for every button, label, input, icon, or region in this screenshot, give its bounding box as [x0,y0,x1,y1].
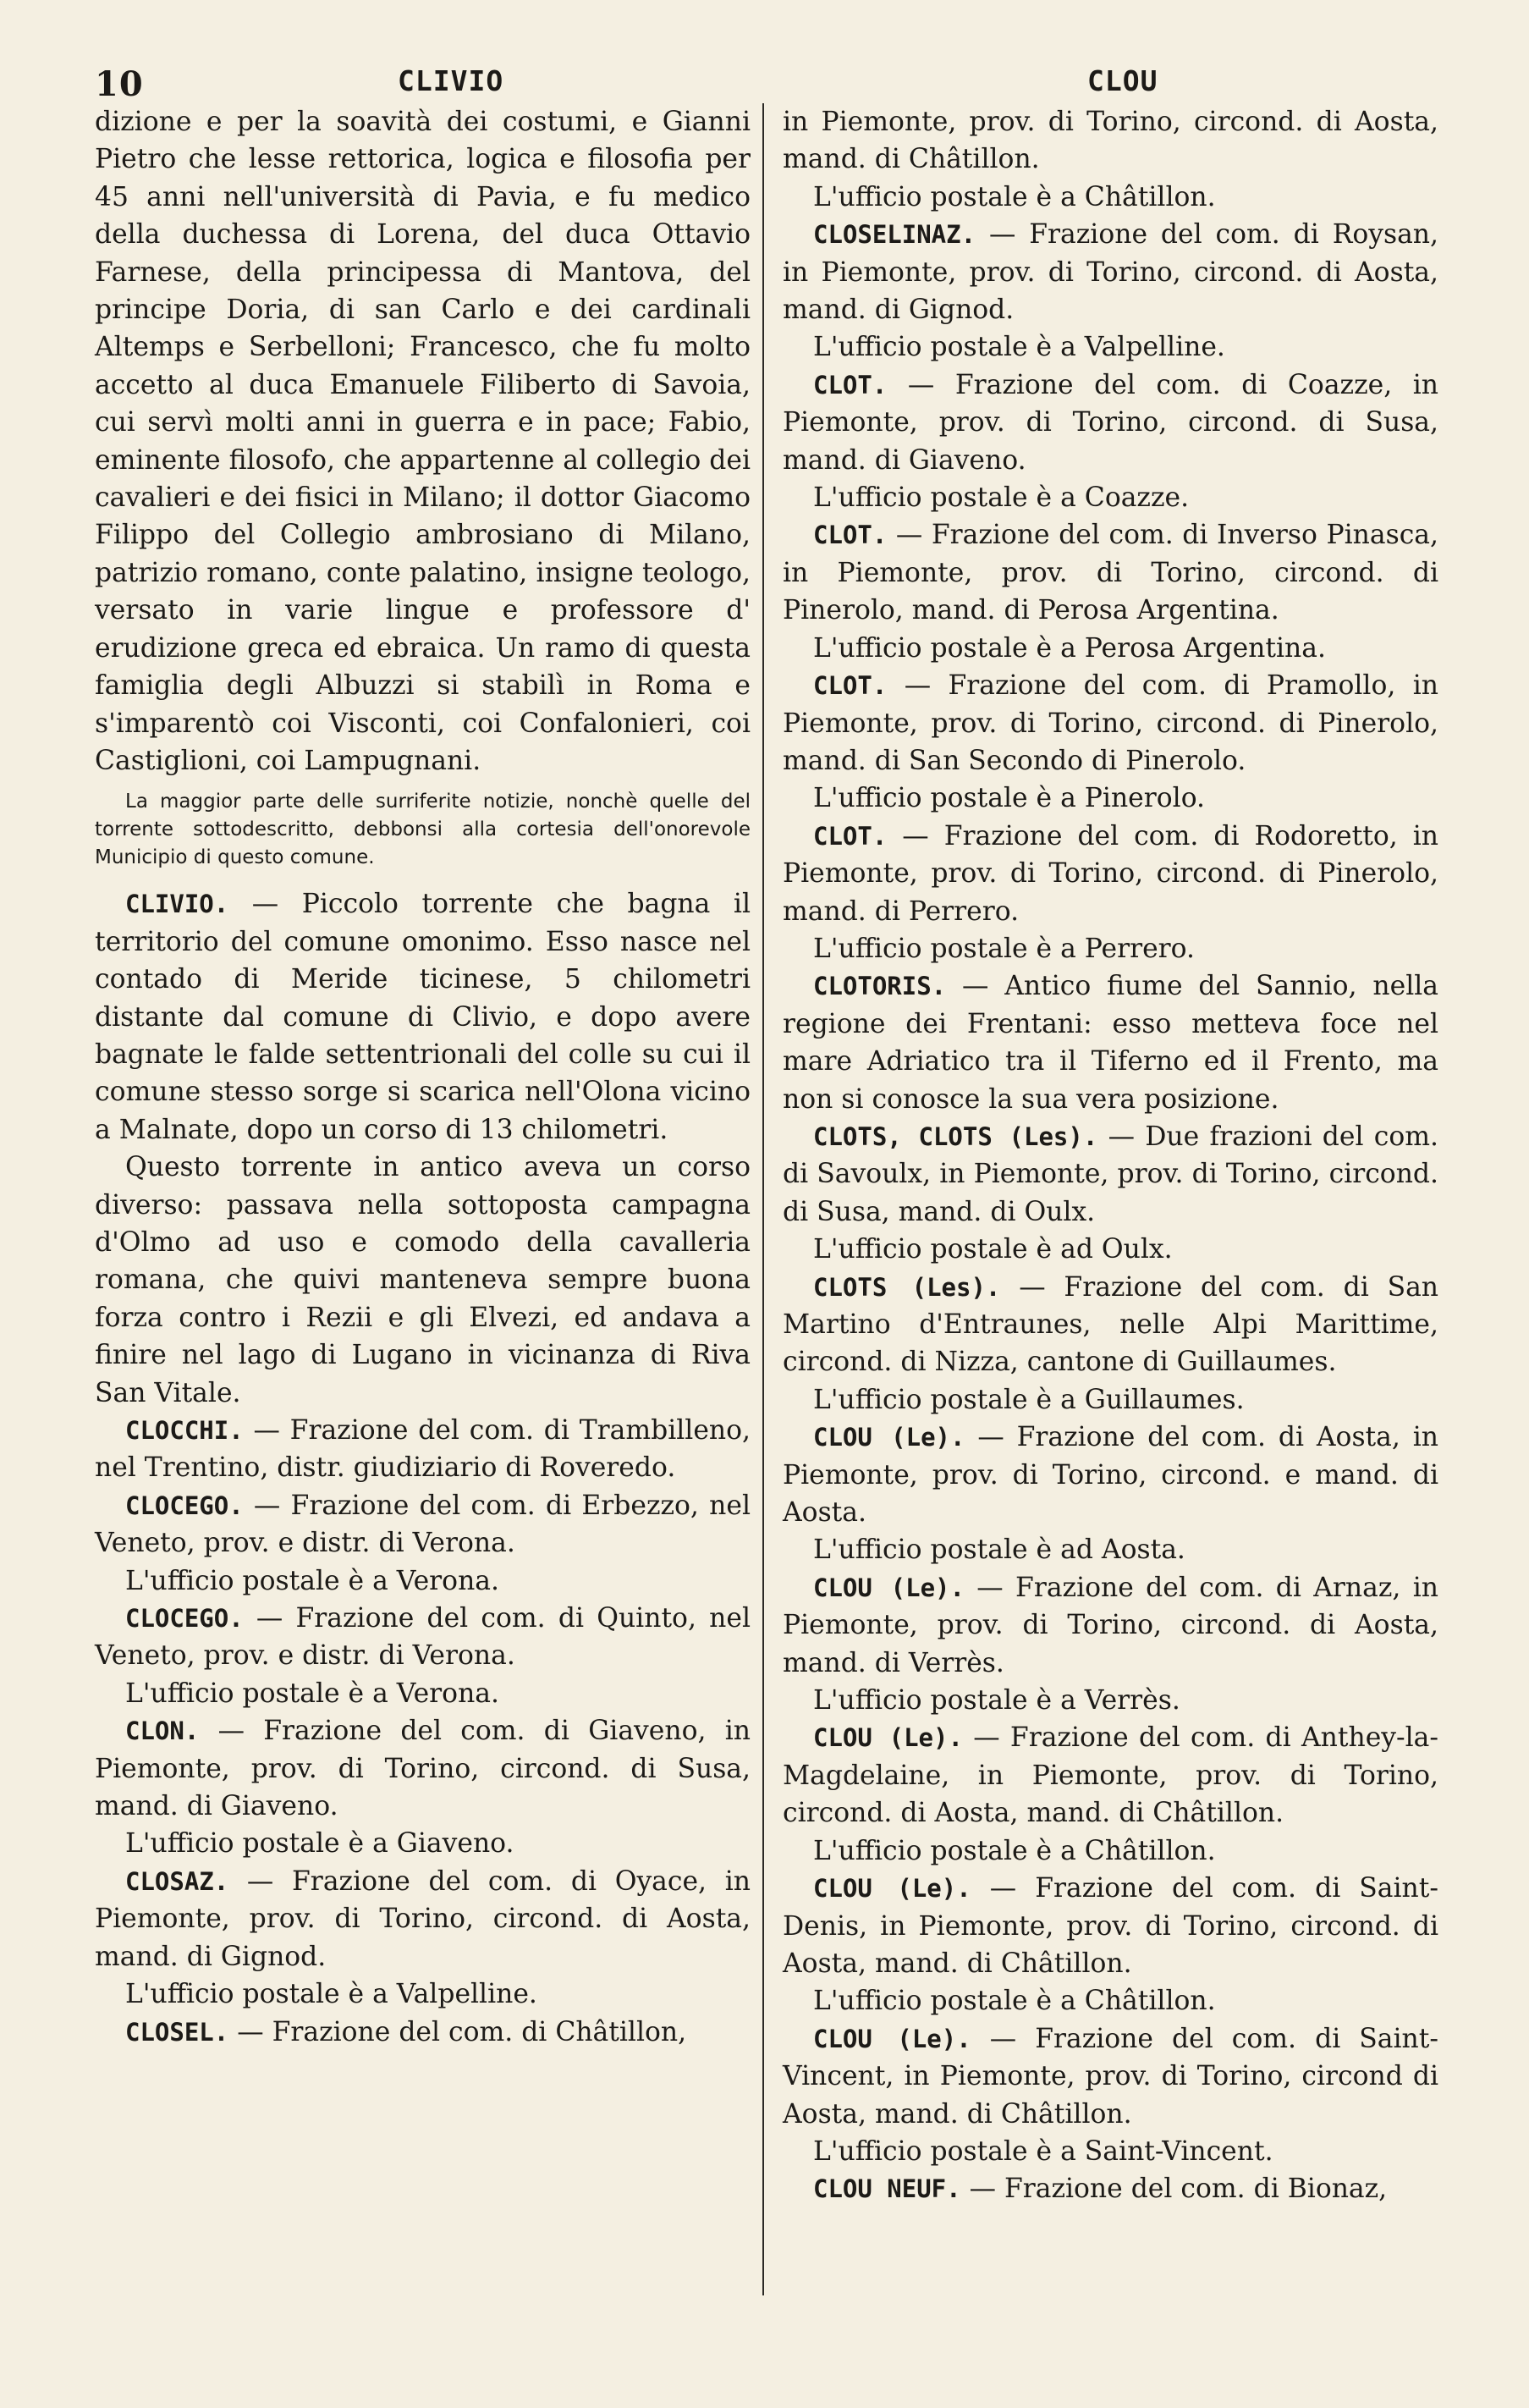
dictionary-entry [783,479,1438,516]
entry-text: — Frazione del com. di Quinto, nel Veneto, prov. e distr. di Verona. [95,1603,751,1672]
dictionary-entry [783,630,1438,667]
dictionary-entry [95,1487,751,1562]
dictionary-entry [95,2014,751,2051]
dictionary-entry [783,2170,1438,2207]
entry-text: L'ufficio postale è a Verona. [125,1565,499,1596]
dictionary-entry [783,2020,1438,2133]
entry-headword: CLOU (Le). [813,2024,971,2053]
dictionary-entry [783,1832,1438,1870]
entry-headword: CLOCEGO. [125,1604,244,1634]
entry-text: L'ufficio postale è a Valpelline. [125,1979,537,2010]
running-head-left: CLIVIO [398,64,504,97]
entry-text: — Frazione del com. di Anthey-la-Magdelaine, in Piemonte, prov. di Torino, circond. di Aosta, mand. di Châtillon. [783,1722,1438,1829]
dictionary-entry [783,1381,1438,1419]
entry-headword: CLOT. [813,521,888,550]
entry-headword: CLOTORIS. [813,972,947,1001]
entry-text: — Frazione del com. di Inverso Pinasca, in Piemonte, prov. di Torino, circond. di Pinerolo, mand. di Perosa Argentina. [783,520,1438,626]
entry-text: L'ufficio postale è ad Oulx. [813,1234,1173,1265]
dictionary-entry [783,780,1438,817]
dictionary-entry [95,1562,751,1600]
page-number: 10 [95,64,144,104]
dictionary-entry [783,1531,1438,1568]
entry-headword: CLOT. [813,370,888,399]
entry-text: — Frazione del com. di San Martino d'Entraunes, nelle Alpi Marittime, circond. di Nizza, cantone di Guillaumes. [783,1271,1438,1378]
entry-headword: CLOCEGO. [125,1491,244,1520]
entry-text: — Frazione del com. di Trambilleno, nel Trentino, distr. giudiziario di Roveredo. [95,1415,751,1484]
entry-text: L'ufficio postale è a Guillaumes. [813,1384,1245,1415]
entry-text: L'ufficio postale è a Verona. [125,1678,499,1709]
dictionary-entry [783,366,1438,479]
entry-text: L'ufficio postale è a Giaveno. [125,1828,514,1860]
dictionary-entry [783,1118,1438,1231]
dictionary-entry [783,967,1438,1118]
entry-text: L'ufficio postale è a Perosa Argentina. [813,632,1326,664]
continuation-paragraph: dizione e per la soavità dei costumi, e Gianni Pietro che lesse rettorica, logica e filosofia per 45 anni nell'università di Pavia, e fu medico della duchessa di Lorena, del duca Ottavio Farnese, della principessa di Mantova, del principe Doria, di san Carlo e dei cardinali Altemps e Serbelloni; Francesco, che fu molto accetto al duca Emanuele Filiberto di Savoia, cui servì molti anni in guerra e in pace; Fabio, eminente filosofo, che appartenne al collegio dei cavalieri e dei fisici in Milano; il dottor Giacomo Filippo del Collegio ambrosiano di Milano, patrizio romano, conte palatino, insigne teologo, versato in varie lingue e professore d' erudizione greca ed ebraica. Un ramo di questa famiglia degli Albuzzi si stabilì in Roma e s'imparentò coi Visconti, coi Confalonieri, coi Castiglioni, coi Lampugnani. [95,107,751,776]
left-column [95,103,751,2051]
right-entries [783,103,1438,2208]
dictionary-entry [783,1419,1438,1531]
entry-text: L'ufficio postale è ad Aosta. [813,1535,1185,1566]
dictionary-entry [783,216,1438,328]
dictionary-entry [95,1863,751,1975]
entry-headword: CLOU NEUF. [813,2174,961,2204]
dictionary-entry [783,818,1438,930]
entry-text: L'ufficio postale è a Châtillon. [813,181,1216,212]
dictionary-entry [95,885,751,1149]
entry-text: — Frazione del com. di Oyace, in Piemonte, prov. di Torino, circond. di Aosta, mand. di Gignod. [95,1865,751,1972]
entry-text: L'ufficio postale è a Saint-Vincent. [813,2135,1273,2167]
entry-text: — Frazione del com. di Coazze, in Piemonte, prov. di Torino, circond. di Susa, mand. di Giaveno. [783,369,1438,476]
entry-text: — Frazione del com. di Rodoretto, in Piemonte, prov. di Torino, circond. di Pinerolo, mand. di Perrero. [783,820,1438,927]
dictionary-entry [783,1682,1438,1719]
dictionary-entry [95,1975,751,2013]
entry-text: — Antico fiume del Sannio, nella regione dei Frentani: esso metteva foce nel mare Adriatico tra il Tiferno ed il Frento, ma non si conosce la sua vera posizione. [783,971,1438,1115]
entry-headword: CLOT. [813,821,888,851]
entry-headword: CLOT. [813,671,888,701]
dictionary-entry [95,1675,751,1712]
entry-headword: CLOSAZ. [125,1866,229,1896]
dictionary-entry [783,179,1438,216]
entry-text: L'ufficio postale è a Châtillon. [813,1986,1216,2017]
entry-text: — Frazione del com. di Saint-Vincent, in Piemonte, prov. di Torino, circond di Aosta, mand. di Châtillon. [783,2023,1438,2130]
entry-text: — Frazione del com. di Roysan, in Piemonte, prov. di Torino, circond. di Aosta, mand. di Gignod. [783,219,1438,326]
entry-headword: CLON. [125,1716,200,1746]
entry-headword: CLOU (Le). [813,1423,965,1452]
entry-headword: CLOSELINAZ. [813,220,976,250]
dictionary-entry [783,1269,1438,1381]
dictionary-entry [783,103,1438,179]
entry-headword: CLOTS, CLOTS (Les). [813,1121,1098,1151]
column-divider [762,103,764,2295]
entry-text: — Frazione del com. di Pramollo, in Piemonte, prov. di Torino, circond. di Pinerolo, mand. di San Secondo di Pinerolo. [783,670,1438,776]
entry-text: Questo torrente in antico aveva un corso diverso: passava nella sottoposta campagna d'Olmo ad uso e comodo della cavalleria romana, che quivi manteneva sempre buona forza contro i Rezii e gli Elvezi, ed andava a finire nel lago di Lugano in vicinanza di Riva San Vitale. [95,1152,751,1408]
dictionary-entry [783,2133,1438,2170]
entry-text: — Frazione del com. di Bionaz, [960,2174,1388,2205]
entry-headword: CLOTS (Les). [813,1272,1001,1302]
entry-text: L'ufficio postale è a Pinerolo. [813,783,1206,814]
dictionary-entry [95,1712,751,1825]
entry-text: — Frazione del com. di Aosta, in Piemonte, prov. di Torino, circond. e mand. di Aosta. [783,1422,1438,1529]
right-column [783,103,1438,2208]
entry-text: — Frazione del com. di Saint-Denis, in Piemonte, prov. di Torino, circond. di Aosta, mand. di Châtillon. [783,1873,1438,1979]
entry-text: L'ufficio postale è a Perrero. [813,933,1196,964]
entry-text: — Piccolo torrente che bagna il territorio del comune omonimo. Esso nasce nel contado di Meride ticinese, 5 chilometri distante dal comune di Clivio, e dopo avere bagnate le falde settentrionali del colle su cui il comune stesso sorge si scarica nell'Olona vicino a Malnate, dopo un corso di 13 chilometri. [95,889,751,1145]
dictionary-entry [783,1870,1438,1982]
entry-text: L'ufficio postale è a Châtillon. [813,1835,1216,1866]
entry-text: — Frazione del com. di Giaveno, in Piemonte, prov. di Torino, circond. di Susa, mand. di Giaveno. [95,1716,751,1822]
entry-text: — Due frazioni del com. di Savoulx, in Piemonte, prov. di Torino, circond. di Susa, mand. di Oulx. [783,1121,1439,1227]
left-entries [95,885,751,2051]
entry-text: in Piemonte, prov. di Torino, circond. di Aosta, mand. di Châtillon. [783,107,1438,175]
entry-text: — Frazione del com. di Erbezzo, nel Veneto, prov. e distr. di Verona. [95,1490,751,1559]
entry-headword: CLOU (Le). [813,1874,971,1904]
dictionary-entry [783,1982,1438,2020]
footnote: La maggior parte delle surriferite notizie, nonchè quelle del torrente sottodescritto, debbonsi alla cortesia dell'onorevole Municipio di questo comune. [95,791,751,869]
dictionary-entry [783,1719,1438,1832]
entry-text: — Frazione del com. di Arnaz, in Piemonte, prov. di Torino, circond. di Aosta, mand. di Verrès. [783,1572,1438,1678]
entry-headword: CLOCCHI. [125,1416,244,1445]
entry-text: L'ufficio postale è a Valpelline. [813,332,1225,363]
entry-headword: CLOU (Le). [813,1573,965,1602]
dictionary-entry [95,1412,751,1487]
running-head-right: CLOU [1087,64,1158,97]
entry-headword: CLOU (Le). [813,1723,963,1753]
dictionary-entry [783,516,1438,629]
entry-headword: CLOSEL. [125,2017,229,2047]
dictionary-entry [95,1825,751,1862]
entry-headword: CLIVIO. [125,890,229,919]
dictionary-entry [95,1600,751,1675]
dictionary-entry [783,328,1438,366]
dictionary-entry [95,1149,751,1412]
entry-text: L'ufficio postale è a Coazze. [813,482,1190,514]
dictionary-entry [783,930,1438,967]
entry-text: — Frazione del com. di Châtillon, [228,2016,687,2047]
dictionary-entry [783,1569,1438,1682]
dictionary-entry [783,1231,1438,1268]
dictionary-entry [783,667,1438,780]
entry-text: L'ufficio postale è a Verrès. [813,1685,1180,1716]
